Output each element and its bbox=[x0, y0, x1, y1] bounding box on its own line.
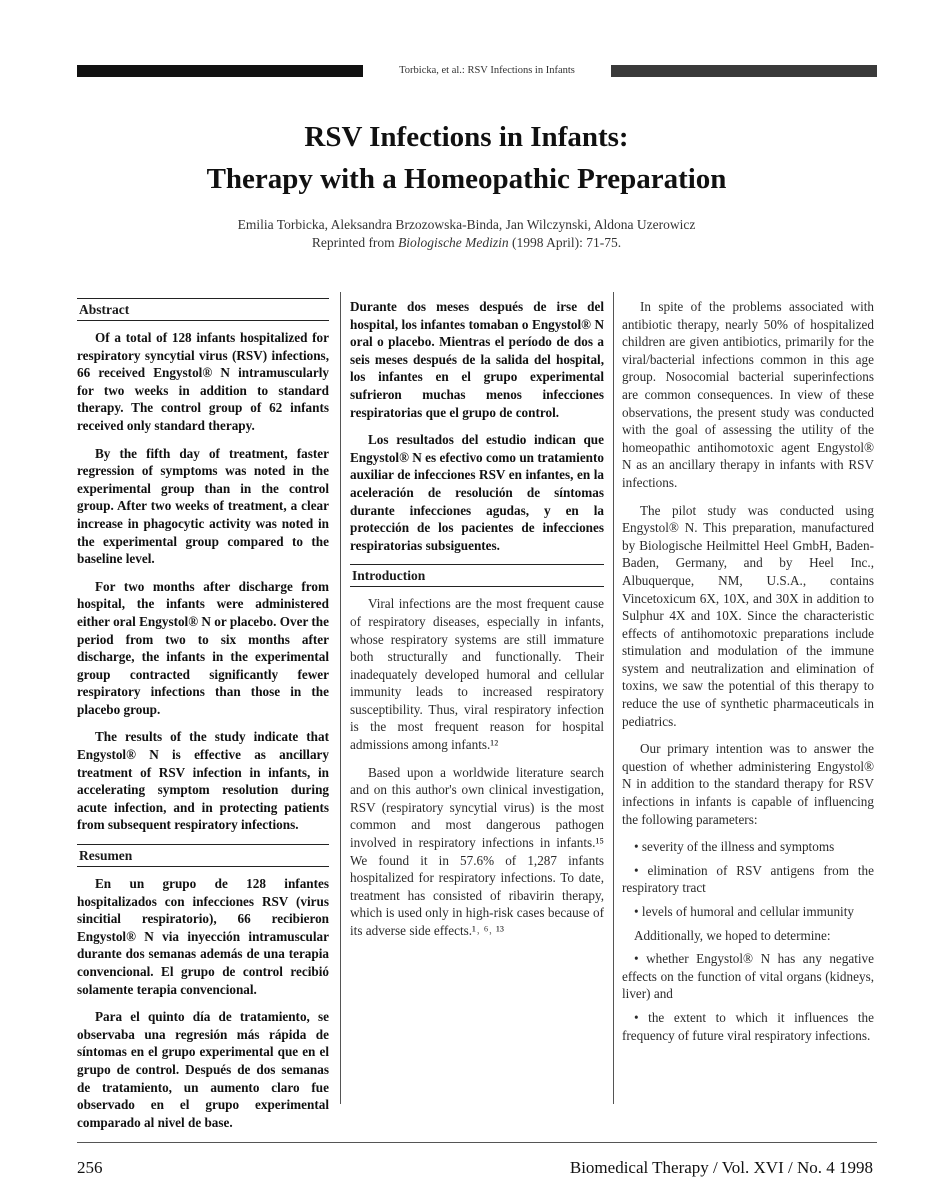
intro-paragraph: The pilot study was conducted using Engystol® N. This preparation, manufactured by Biologische Heilmittel Heel GmbH, Baden-Baden, Germany, and by Heel Inc., Albuquerque, NM, U.S.A., contains Vincetoxicum 6X, 10X, and 30X in addition to Sulphur 4X and 10X. Since the characteristic effects of antihomotoxic preparations include stimulation and modulation of the immune system and neutralization and elimination of toxins, we saw the potential of this therapy to reduce the use of synthetic pharmaceuticals in pediatrics. bbox=[622, 502, 874, 729]
running-header bbox=[77, 63, 877, 79]
resumen-paragraph: En un grupo de 128 infantes hospitalizados con infecciones RSV (virus sincitial respiratorio), 66 recibieron Engystol® N via inyección intramuscular durante dos semanas además de una terapia convencional. El grupo de control recibió solamente terapia convencional. bbox=[77, 876, 329, 997]
footer-journal: Biomedical Therapy / Vol. XVI / No. 4 1998 bbox=[569, 1158, 873, 1177]
title-line-1: RSV Infections in Infants: bbox=[304, 121, 629, 153]
footer-rule bbox=[77, 1142, 877, 1143]
list-item: • severity of the illness and symptoms bbox=[634, 839, 835, 855]
article-title bbox=[0, 116, 933, 200]
intro-paragraph: Our primary intention was to answer the question of whether administering Engystol® N in addition to the standard therapy for RSV infections in infants is capable of influencing the following parameters: bbox=[622, 741, 874, 827]
reprint-prefix: Reprinted from bbox=[311, 235, 399, 250]
list-item: • the extent to which it influences the frequency of future viral respiratory infections. bbox=[622, 1009, 874, 1043]
list-item: • elimination of RSV antigens from the respiratory tract bbox=[622, 862, 874, 896]
introduction-heading: Introduction bbox=[350, 564, 604, 587]
header-bar-right bbox=[611, 65, 877, 77]
column-divider bbox=[613, 292, 614, 1104]
list-item: • levels of humoral and cellular immunity bbox=[634, 904, 854, 919]
resumen-paragraph: Para el quinto día de tratamiento, se observaba una regresión más rápida de síntomas en el grupo experimental que en el grupo de control. Después de dos semanas de tratamiento, un aumento claro fue observado en el grupo experimental comparado al nivel de base. bbox=[77, 1009, 329, 1130]
column-3 bbox=[622, 298, 874, 1050]
abstract-heading: Abstract bbox=[77, 298, 329, 321]
author-list: Emilia Torbicka, Aleksandra Brzozowska-Binda, Jan Wilczynski, Aldona Uzerowicz bbox=[237, 217, 696, 232]
intro-paragraph: Based upon a worldwide literature search and on this author's own clinical investigation, RSV (respiratory syncytial virus) is the most common and most dangerous pathogen involved in respiratory infections in infants.¹⁵ We found it in 57.6% of 1,287 infants hospitalized for respiratory infections. To date, treatment has consisted of ribavirin therapy, which is used only in high-risk cases because of its adverse side effects.¹˒ ⁶˒ ¹³ bbox=[350, 764, 604, 938]
column-1 bbox=[77, 298, 329, 1141]
abstract-paragraph: For two months after discharge from hospital, the infants were administered either oral Engystol® N or placebo. Over the period from two to six months after discharge, the infants in the experimental group contracted significantly fewer respiratory infections than those in the placebo group. bbox=[77, 578, 329, 717]
additionally-text: Additionally, we hoped to determine: bbox=[634, 927, 831, 943]
abstract-paragraph: The results of the study indicate that Engystol® N is effective as ancillary treatment of RSV infection in infants, in accelerating symptom resolution during acute infection, and in protecting patients from subsequent respiratory infections. bbox=[77, 729, 329, 833]
page-number: 256 bbox=[77, 1158, 103, 1177]
resumen-paragraph: Los resultados del estudio indican que Engystol® N es efectivo como un tratamiento auxiliar de infecciones RSV en infantes, en la aceleración de resolución de síntomas durante infecciones agudas, y en la protección de los pacientes de infecciones respiratorias subsiguentes. bbox=[350, 432, 604, 553]
header-bar-left bbox=[77, 65, 363, 77]
column-2 bbox=[350, 298, 604, 950]
title-line-2: Therapy with a Homeopathic Preparation bbox=[206, 163, 727, 195]
column-divider bbox=[340, 292, 341, 1104]
reprint-journal: Biologische Medizin bbox=[398, 235, 509, 250]
reprint-suffix: (1998 April): 71-75. bbox=[508, 235, 622, 250]
resumen-paragraph: Durante dos meses después de irse del hospital, los infantes tomaban o Engystol® N oral o placebo. Mientras el período de dos a seis meses después de la salida del hospital, los infantes en el grupo experimental sufrieron muchas menos infecciones respiratorias que el grupo de control. bbox=[350, 299, 604, 420]
abstract-paragraph: Of a total of 128 infants hospitalized for respiratory syncytial virus (RSV) infections, 66 received Engystol® N intramuscularly for two weeks in addition to standard therapy. The control group of 62 infants received only standard therapy. bbox=[77, 330, 329, 433]
intro-paragraph: Viral infections are the most frequent cause of respiratory diseases, especially in infants, whose respiratory systems are still immature both structurally and functionally. Their inadequately developed humoral and cellular immunity leads to increased respiratory susceptibility. Thus, viral respiratory infection is the most frequent reason for hospital admissions among infants.¹² bbox=[350, 596, 604, 753]
list-item: • whether Engystol® N has any negative effects on the function of vital organs (kidneys, liver) and bbox=[622, 951, 874, 1002]
resumen-heading: Resumen bbox=[77, 844, 329, 867]
running-header-text: Torbicka, et al.: RSV Infections in Infants bbox=[399, 65, 575, 76]
intro-paragraph: In spite of the problems associated with antibiotic therapy, nearly 50% of hospitalized children are given antibiotics, primarily for the viral/bacterial infections common in this age group. Nosocomial bacterial superinfections are common consequences. In view of these observations, the present study was conducted with the goal of assessing the utility of the homeopathic antihomotoxic agent Engystol® N as an ancillary therapy in infants with RSV infections. bbox=[622, 299, 874, 490]
reprint-note bbox=[0, 234, 933, 252]
abstract-paragraph: By the fifth day of treatment, faster regression of symptoms was noted in the experimental group than in the control group. After two weeks of treatment, a clear increase in phagocytic activity was noted in the experimental group compared to the baseline level. bbox=[77, 445, 329, 567]
